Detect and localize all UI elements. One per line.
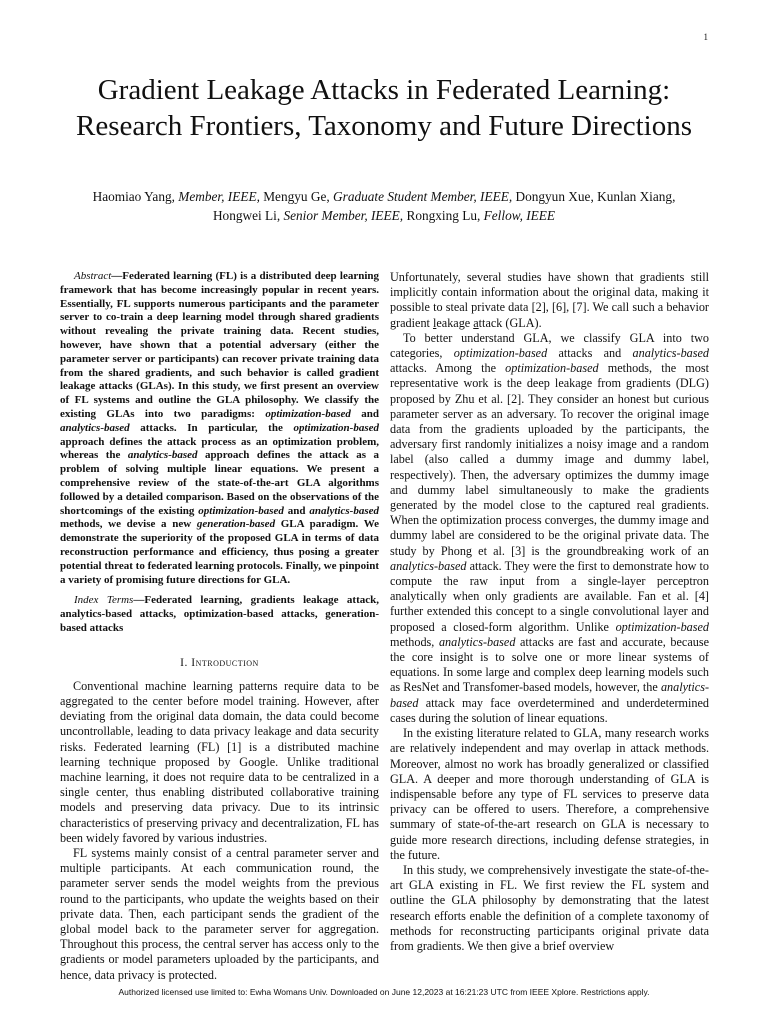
abstract-text: attacks. In particular, the	[129, 421, 294, 434]
body-text: ttack (GLA).	[478, 315, 542, 330]
intro-paragraph: Conventional machine learning patterns require data to be aggregated to the center before model training. However, after deviating from the original data domain, the data could become uncontrollable, leading to data privacy leakage and data security risks. Federated learning (FL) [1] is a distributed machine learning technique proposed by Google. Unlike traditional machine learning, it does not require data to be centralized in a single center, thus enabling distributed collaborative training models and preserving data privacy. Due to its intrinsic characteristics of preserving privacy and decentralization, FL has been widely favored by various industries.	[60, 678, 379, 845]
abstract-dash: —	[111, 270, 123, 282]
body-term: optimization-based	[505, 361, 599, 376]
index-terms-text: Federated learning, gradients leakage attack, analytics-based attacks, optimization-based attacks, generation-based attacks	[60, 594, 379, 634]
body-term: analytics-based	[438, 634, 516, 649]
abstract-text: approach defines the attack process as an optimization problem, whereas the	[60, 435, 379, 462]
abstract-term: analytics-based	[127, 449, 198, 462]
abstract	[60, 270, 379, 587]
author-name: Rongxing Lu,	[406, 208, 481, 223]
author-role: Fellow, IEEE	[483, 208, 556, 223]
body-text: attack may face overdetermined and underdetermined cases during the solution of linear equations.	[390, 695, 709, 725]
body-term: analytics-based	[632, 346, 710, 361]
right-column	[390, 270, 709, 954]
abstract-term: optimization-based	[265, 407, 351, 420]
index-terms-dash: —	[133, 594, 145, 607]
body-term: optimization-based	[615, 619, 709, 634]
left-column	[60, 270, 379, 983]
body-text: attacks. Among the	[390, 361, 506, 376]
section-heading	[60, 657, 379, 669]
intro-paragraph: FL systems mainly consist of a central parameter server and multiple participants. At each communication round, the parameter server sends the model weights from the previous round to the participants, who update the weights based on their private data. Then, each participant sends the gradient of the global model back to the parameter server for aggregation. Throughout this process, the central server has access only to the gradients or model parameters uploaded by the participants, and hence, data privacy is protected.	[60, 845, 379, 982]
section-numeral: I.	[180, 656, 188, 669]
section-title: Introduction	[191, 656, 259, 669]
author-name: Dongyun Xue, Kunlan Xiang,	[515, 189, 676, 204]
body-text: eakage	[436, 315, 474, 330]
author-role: Senior Member, IEEE,	[283, 208, 404, 223]
index-terms	[60, 594, 379, 635]
abstract-label: Abstract	[74, 270, 112, 282]
acronym-letter: a	[473, 315, 479, 330]
abstract-text: approach defines the attack as a problem of solving multiple linear equations. We present a comprehensive review of the state-of-the-art GLA algorithms followed by a detailed comparison. Based on the observations of the shortcomings of the existing	[60, 449, 379, 517]
acronym-letter: l	[432, 315, 437, 330]
body-term: analytics-based	[390, 558, 467, 573]
abstract-term: optimization-based	[293, 421, 379, 434]
author-name: Hongwei Li,	[212, 208, 281, 223]
index-terms-label: Index Terms	[74, 594, 134, 607]
license-footer: Authorized licensed use limited to: Ewha Womans Univ. Downloaded on June 12,2023 at 16:21:23 UTC from IEEE Xplore. Restrictions apply.	[118, 987, 650, 997]
body-paragraph: In this study, we comprehensively investigate the state-of-the-art GLA existing in FL. We first review the FL system and outline the GLA philosophy by demonstrating that the latest research efforts enable the definition of a complete taxonomy of methods for reconstructing participants original private data from gradients. We then give a brief overview	[390, 862, 709, 953]
abstract-term: optimization-based	[198, 504, 284, 517]
body-text: attacks are fast and accurate, because the core insight is to solve one or more linear systems of equations. In some large and complex deep learning models such as ResNet and Transfomer-based models, however, the	[390, 634, 710, 695]
author-role: Graduate Student Member, IEEE,	[333, 189, 513, 204]
author-list	[60, 187, 708, 225]
body-text: methods,	[390, 634, 439, 649]
body-text: attack. They were the first to demonstrate how to compute the raw input from a single-layer perceptron analytically when only gradients are available. Fan et al. [4] further extended this concept to a single convolutional layer and proposed a closed-form algorithm. Unlike	[390, 558, 709, 634]
abstract-text: and	[283, 504, 310, 517]
body-paragraph	[390, 270, 709, 331]
body-term: optimization-based	[453, 346, 548, 361]
body-paragraph	[390, 331, 709, 726]
abstract-text: and	[350, 407, 379, 420]
paper-title: Gradient Leakage Attacks in Federated Learning: Research Frontiers, Taxonomy and Future Directions	[76, 74, 692, 142]
body-term: analytics-based	[390, 680, 709, 710]
abstract-text: methods, we devise a new	[60, 518, 197, 531]
acronym-letter: g	[390, 315, 397, 330]
body-text: To better understand GLA, we classify GLA into two categories,	[390, 330, 709, 361]
abstract-term: generation-based	[196, 518, 276, 531]
abstract-text: Federated learning (FL) is a distributed deep learning framework that has become increasingly popular in recent years. Essentially, FL supports numerous participants and the parameter server to co-train a deep learning model through shared gradients without revealing the private training data. Recent studies, however, have shown that a potential adversary (either the parameter server or participants) can recover private training data from the shared gradients, and such behavior is called gradient leakage attacks (GLAs). In this study, we first present an overview of FL systems and outline the GLA philosophy. We classify the existing GLAs into two paradigms:	[60, 270, 379, 420]
abstract-term: analytics-based	[60, 421, 130, 434]
abstract-text: GLA paradigm. We demonstrate the superiority of the proposed GLA in terms of data reconstruction performance and efficiency, thus posing a greater potential threat to federated learning protocols. Finally, we pinpoint a variety of promising future directions for GLA.	[60, 518, 379, 586]
body-paragraph: In the existing literature related to GLA, many research works are relatively independent and may overlap in attack methods. Moreover, almost no work has broadly generalized or classified GLA. A deeper and more thorough understanding of GLA is indispensable before any type of FL services to preserve data privacy can be offered to users. Therefore, a comprehensive summary of state-of-the-art research on GLA is necessary to guide more research directions, including defense strategies, in the future.	[390, 726, 709, 862]
body-text: attacks and	[547, 346, 633, 361]
body-text: radient	[396, 315, 433, 330]
abstract-term: analytics-based	[309, 504, 379, 517]
author-name: Haomiao Yang,	[92, 189, 175, 204]
page-number: 1	[703, 32, 708, 42]
body-text: Unfortunately, several studies have shown that gradients still implicitly contain information about the original data, making it possible to steal private data [2], [6], [7]. We call such a behavior	[390, 270, 709, 315]
author-role: Member, IEEE,	[178, 189, 260, 204]
author-name: Mengyu Ge,	[263, 189, 330, 204]
body-text: methods, the most representative work is the deep leakage from gradients (DLG) proposed by Zhu et al. [2]. They consider an honest but curious parameter server as an adversary. To recover the original image data from the gradients uploaded by the participants, the adversary first randomly initializes a noisy image and a random label (also called a dummy image and dummy label, respectively). Then, the adversary optimizes the dummy image and dummy label simultaneously to make the gradients generated by the model close to the captured real gradients. When the optimization process converges, the dummy image and dummy label are considered to be the original private data. The study by Phong et al. [3] is the groundbreaking work of an	[390, 361, 709, 558]
